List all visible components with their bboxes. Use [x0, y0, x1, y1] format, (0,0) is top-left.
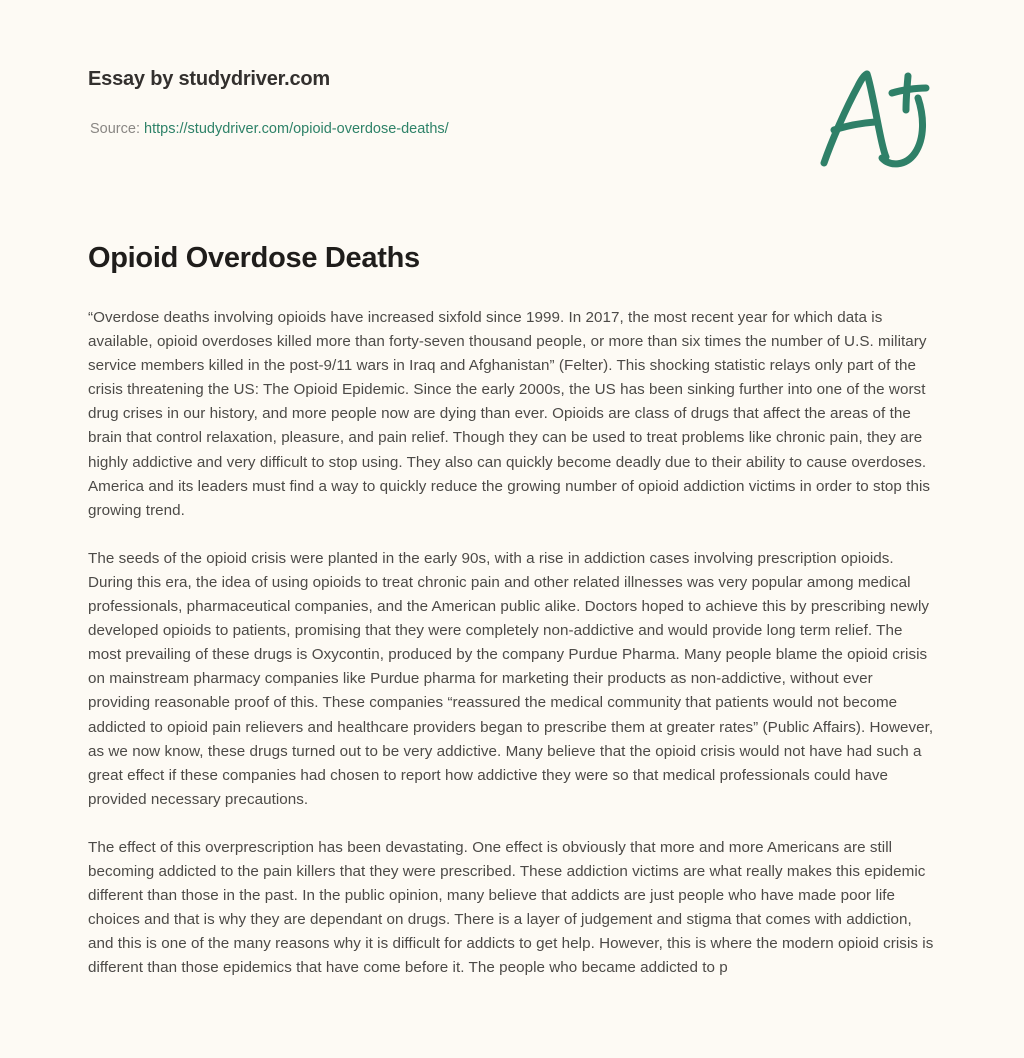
paragraph-2: The seeds of the opioid crisis were planted in the early 90s, with a rise in addiction cases involving prescription opioids. During this era, the idea of using opioids to treat chronic pain and other related illnesses was very popular among medical professionals, pharmaceutical companies, and the American public alike. Doctors hoped to achieve this by prescribing newly developed opioids to patients, promising that they were completely non-addictive and would provide long term relief. The most prevailing of these drugs is Oxycontin, produced by the company Purdue Pharma. Many people blame the opioid crisis on mainstream pharmacy companies like Purdue pharma for marketing their products as non-addictive, without ever providing reasonable proof of this. These companies “reassured the medical community that patients would not become addicted to opioid pain relievers and healthcare providers began to prescribe them at greater rates” (Public Affairs). However, as we now know, these drugs turned out to be very addictive. Many believe that the opioid crisis would not have had such a great effect if these companies had chosen to report how addictive they were so that medical professionals could have provided necessary precautions.	[88, 549, 934, 808]
source-line	[90, 120, 449, 138]
article-body	[88, 240, 936, 980]
a-plus-logo-icon	[812, 62, 936, 172]
page-header	[0, 0, 1024, 200]
source-label: Source:	[90, 121, 140, 137]
paragraph-1: “Overdose deaths involving opioids have increased sixfold since 1999. In 2017, the most recent year for which data is available, opioid overdoses killed more than forty-seven thousand people, or more than six times the number of U.S. military service members killed in the post-9/11 wars in Iraq and Afghanistan” (Felter). This shocking statistic relays only part of the crisis threatening the US: The Opioid Epidemic. Since the early 2000s, the US has been sinking further into one of the worst drug crises in our history, and more people now are dying than ever. Opioids are class of drugs that affect the areas of the brain that control relaxation, pleasure, and pain relief. Though they can be used to treat problems like chronic pain, they are highly addictive and very difficult to stop using. They also can quickly become deadly due to their ability to cause overdoses. America and its leaders must find a way to quickly reduce the growing number of opioid addiction victims in order to stop this growing trend.	[88, 309, 931, 519]
a-plus-logo[interactable]	[812, 62, 936, 172]
paragraph-3: The effect of this overprescription has been devastating. One effect is obviously that more and more Americans are still becoming addicted to the pain killers that they were prescribed. These addiction victims are what really makes this epidemic different than those in the past. In the public opinion, many believe that addicts are just people who have made poor life choices and that is why they are dependant on drugs. There is a layer of judgement and stigma that comes with addiction, and this is one of the many reasons why it is difficult for addicts to get help. However, this is where the modern opioid crisis is different than those epidemics that have come before it. The people who became addicted to p	[88, 838, 934, 977]
source-url-link[interactable]: https://studydriver.com/opioid-overdose-deaths/	[144, 121, 449, 137]
byline: Essay by studydriver.com	[88, 68, 330, 90]
page-title: Opioid Overdose Deaths	[88, 242, 420, 274]
